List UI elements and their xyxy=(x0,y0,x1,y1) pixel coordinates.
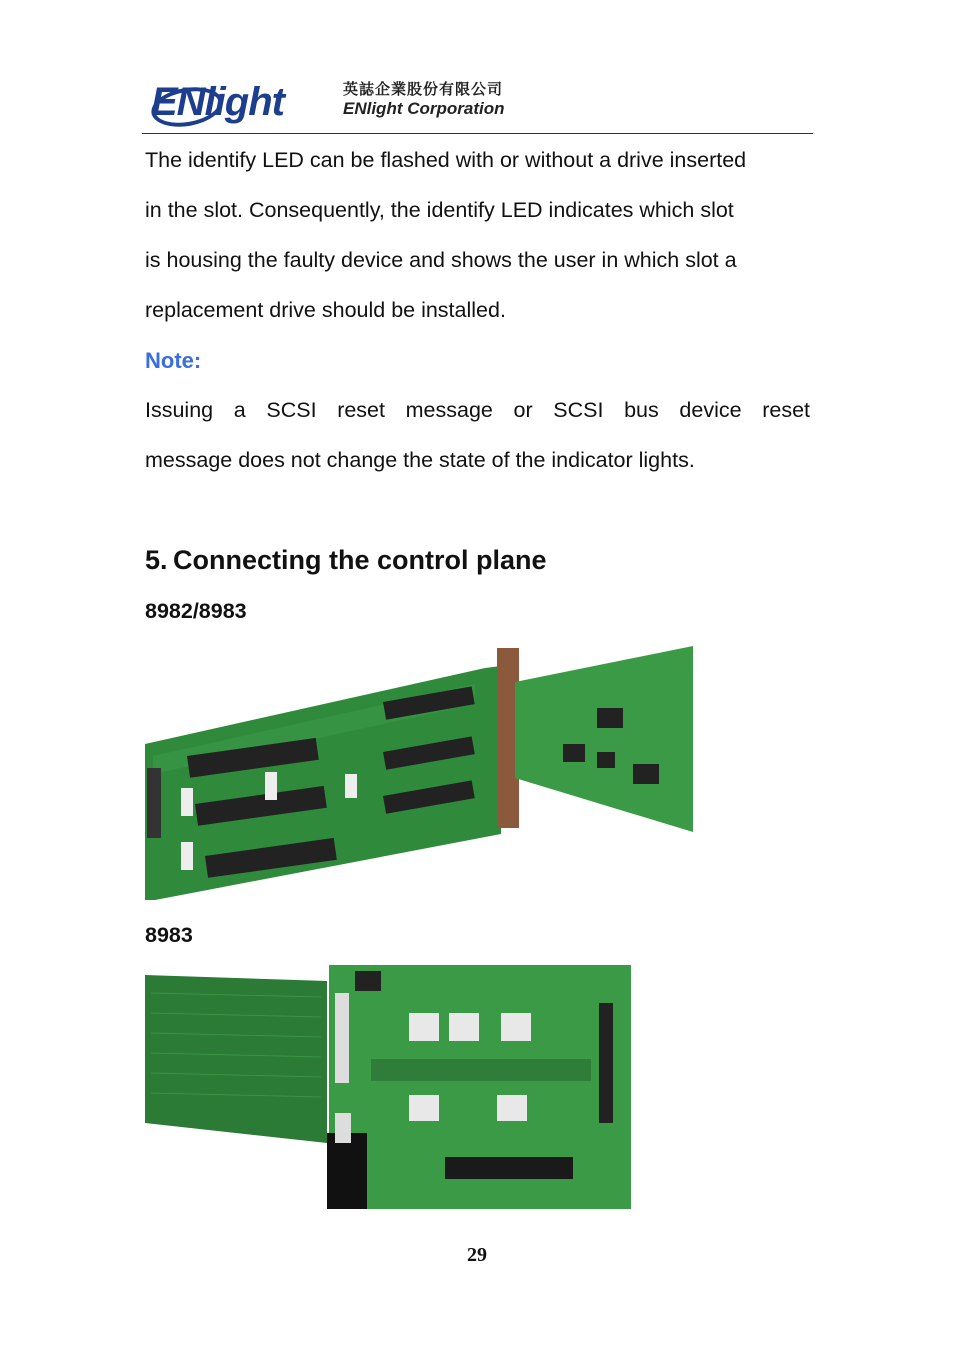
photo-8983-board xyxy=(145,963,633,1209)
note-label: Note: xyxy=(145,348,202,373)
paragraph-identify-led xyxy=(145,135,810,335)
photo-8982-8983-board xyxy=(145,644,695,900)
subheading-8983: 8983 xyxy=(145,923,193,947)
note-paragraph xyxy=(145,385,810,485)
company-name-english: ENlight Corporation xyxy=(343,99,505,118)
page-number: 29 xyxy=(467,1244,487,1266)
paragraph-line: replacement drive should be installed. xyxy=(145,298,506,322)
section-number: 5. xyxy=(145,545,168,575)
paragraph-line: is housing the faulty device and shows the user in which slot a xyxy=(145,248,737,272)
company-name-chinese: 英誌企業股份有限公司 xyxy=(343,80,504,98)
subheading-8982-8983: 8982/8983 xyxy=(145,599,247,623)
paragraph-line: in the slot. Consequently, the identify LED indicates which slot xyxy=(145,198,734,222)
header-divider xyxy=(142,133,813,134)
logo-text: ENlight xyxy=(151,80,284,124)
page-header xyxy=(145,70,813,134)
section-heading xyxy=(145,538,547,582)
enlight-logo xyxy=(151,78,319,126)
note-line: Issuing a SCSI reset message or SCSI bus device reset xyxy=(145,398,810,422)
section-title: Connecting the control plane xyxy=(173,545,547,575)
company-name xyxy=(343,80,504,120)
paragraph-line: The identify LED can be flashed with or without a drive inserted xyxy=(145,148,747,172)
note-line: message does not change the state of the indicator lights. xyxy=(145,448,695,472)
